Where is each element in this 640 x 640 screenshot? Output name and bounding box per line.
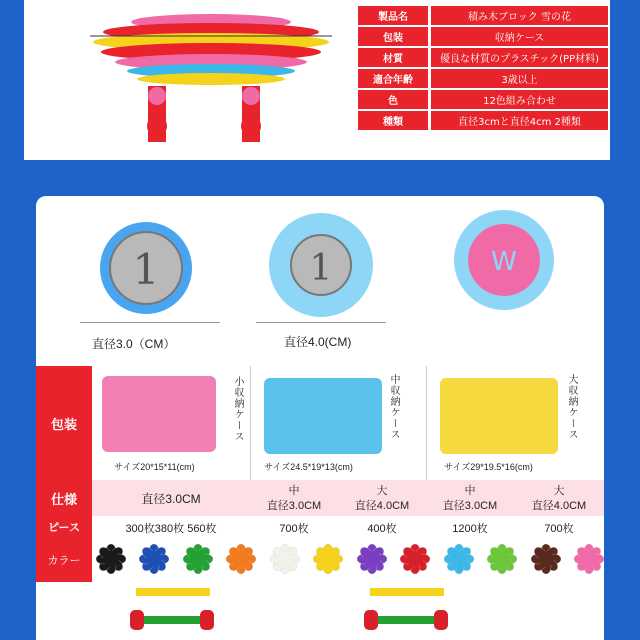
spec-row-label: 仕様 [36, 480, 92, 516]
color-swatch [226, 544, 256, 574]
spec-key: 包装 [358, 27, 428, 46]
spec-value: 3歳以上 [428, 69, 608, 88]
connector-rods-image-left [130, 582, 216, 638]
snowflake-block-tower-image [86, 6, 336, 154]
color-swatch [574, 544, 604, 574]
packaging-row-label: 包装 [36, 366, 92, 480]
spec-value: 積み木ブロック 雪の花 [428, 6, 608, 25]
spec-value: 優良な材質のプラスチック(PP材料) [428, 48, 608, 67]
decorative-blue-band [0, 160, 640, 196]
color-swatch [444, 544, 474, 574]
spec-table-row [358, 69, 608, 88]
spec-mid-a-top: 中 [288, 485, 300, 497]
package-small-name: 小収納ケース [232, 376, 243, 442]
medium-storage-box-image [264, 378, 382, 454]
pieces-mid-a: 700枚 [279, 523, 309, 535]
package-large-size: サイズ29*19.5*16(cm) [444, 462, 533, 472]
color-swatch [139, 544, 169, 574]
small-storage-box-image [102, 376, 216, 452]
size-label-large: 直径4.0(CM) [284, 335, 352, 349]
package-large-name: 大収納ケース [566, 374, 577, 440]
spec-key: 色 [358, 90, 428, 109]
size-measure-line-small [80, 322, 220, 323]
large-storage-box-image [440, 378, 558, 454]
size-measure-line-large [256, 322, 386, 323]
spec-table-row [358, 111, 608, 130]
pieces-big-a: 1200枚 [452, 523, 488, 535]
color-swatch [96, 544, 126, 574]
package-medium [250, 366, 427, 480]
spec-mid-b-top: 大 [376, 485, 388, 497]
color-swatch [183, 544, 213, 574]
spec-table-row [358, 6, 608, 25]
coin-numeral-large: 1 [309, 248, 333, 289]
pieces-mid-b: 400枚 [367, 523, 397, 535]
color-swatch [313, 544, 343, 574]
color-swatch [270, 544, 300, 574]
svg-text:W: W [491, 247, 517, 277]
spec-big-a-bottom: 直径3.0CM [442, 500, 498, 512]
size-label-small: 直径3.0（CM） [92, 337, 176, 351]
spec-table-row [358, 27, 608, 46]
spec-mid-a-bottom: 直径3.0CM [266, 500, 322, 512]
color-swatch [487, 544, 517, 574]
small-block-with-coin-image [86, 212, 206, 322]
connector-rods-image-right [364, 582, 450, 638]
spec-big-a-top: 中 [464, 485, 476, 497]
spec-small: 直径3.0CM [141, 492, 201, 506]
spec-key: 適合年齢 [358, 69, 428, 88]
pieces-row-label: ピース [36, 516, 92, 538]
color-swatch-row [96, 544, 604, 578]
package-medium-name: 中収納ケース [388, 374, 399, 440]
package-small-size: サイズ20*15*11(cm) [114, 462, 195, 472]
pieces-small: 300枚380枚 560枚 [125, 523, 217, 535]
spec-key: 種類 [358, 111, 428, 130]
pink-blue-block-image [450, 206, 558, 314]
coin-numeral-small: 1 [132, 245, 160, 294]
spec-table-row [358, 48, 608, 67]
package-medium-size: サイズ24.5*19*13(cm) [264, 462, 353, 472]
spec-big-b-bottom: 直径4.0CM [531, 500, 587, 512]
spec-mid-b-bottom: 直径4.0CM [354, 500, 410, 512]
spec-value: 収納ケース [428, 27, 608, 46]
package-large [426, 366, 604, 480]
color-swatch [357, 544, 387, 574]
colors-row-label: カラー [36, 538, 92, 582]
spec-key: 材質 [358, 48, 428, 67]
large-block-with-coin-image [262, 210, 380, 320]
spec-big-b-top: 大 [553, 485, 565, 497]
color-swatch [531, 544, 561, 574]
spec-value: 12色組み合わせ [428, 90, 608, 109]
spec-value: 直径3cmと直径4cm 2種類 [428, 111, 608, 130]
spec-key: 製品名 [358, 6, 428, 25]
color-swatch [400, 544, 430, 574]
spec-table-row [358, 90, 608, 109]
pieces-big-b: 700枚 [544, 523, 574, 535]
product-spec-table [358, 4, 608, 132]
package-small [92, 366, 251, 480]
